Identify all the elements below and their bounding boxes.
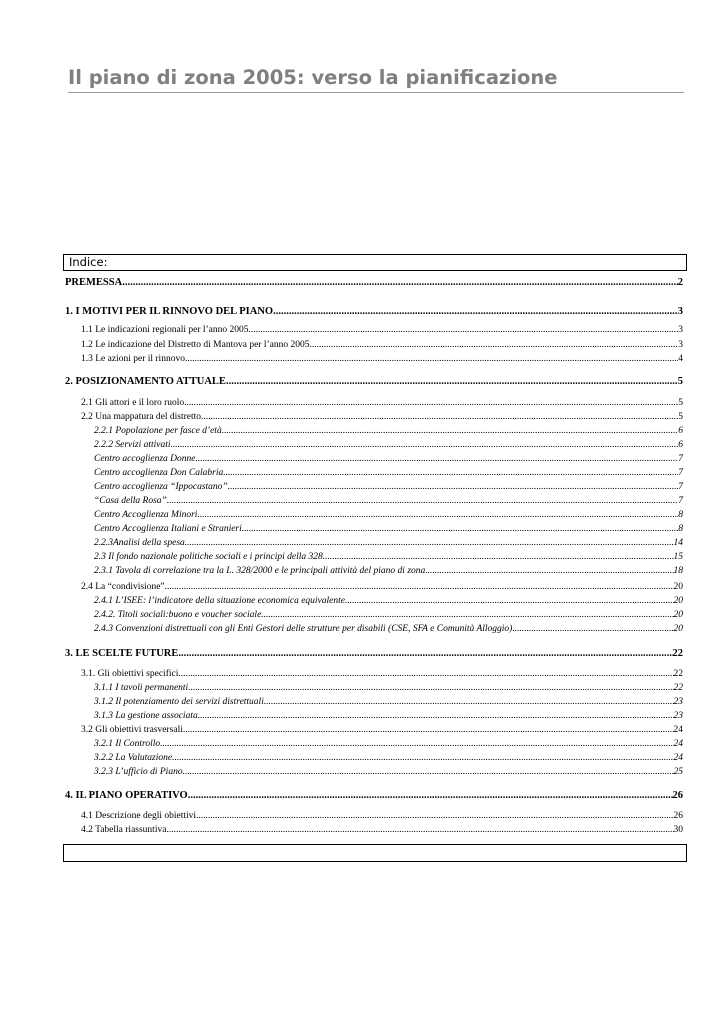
toc-entry-label: Centro accoglienza Don Calabria [94,468,224,478]
toc-entry-label: 3.1.2 Il potenziamento dei servizi distrettuali [94,697,264,707]
toc-leader-dots [178,669,673,679]
toc-entry-page: 7 [678,482,683,492]
toc-leader-dots [201,412,678,422]
toc-leader-dots [166,825,673,835]
toc-leader-dots [183,725,674,735]
toc-entry[interactable] [94,524,683,534]
toc-entry[interactable] [94,440,683,450]
toc-entry-page: 5 [678,398,683,408]
toc-entry[interactable] [94,767,683,777]
toc-entry-label: 2.2.3Analisi della spesa [94,538,185,548]
toc-leader-dots [165,582,674,592]
toc-entry-label: 3.2.1 Il Controllo [94,739,161,749]
toc-entry[interactable] [81,811,683,821]
toc-entry[interactable] [81,825,683,835]
toc-leader-dots [309,340,678,350]
toc-leader-dots [228,482,679,492]
toc-entry[interactable] [94,538,683,548]
toc-entry-page: 5 [677,376,683,387]
toc-entry-label: 3.1.1 I tavoli permanenti [94,683,189,693]
toc-entry-label: 2.1 Gli attori e il loro ruolo [81,398,185,408]
toc-entry-page: 3 [678,325,683,335]
toc-entry-page: 5 [678,412,683,422]
toc-entry-label: “Casa della Rosa” [94,496,167,506]
toc-leader-dots [242,524,678,534]
toc-entry-label: 3.2.2 La Valutazione [94,753,173,763]
toc-entry[interactable] [94,566,683,576]
toc-leader-dots [273,306,678,317]
toc-entry[interactable] [94,624,683,634]
toc-entry-page: 2 [677,277,683,288]
toc-footer-box [63,844,687,862]
toc-leader-dots [185,538,674,548]
toc-entry-page: 4 [678,354,683,364]
toc-leader-dots [261,610,673,620]
toc-entry-page: 7 [678,496,683,506]
toc-entry[interactable] [81,398,683,408]
toc-leader-dots [171,440,679,450]
toc-leader-dots [172,753,673,763]
toc-entry-label: 3. LE SCELTE FUTURE [65,648,179,659]
toc-entry-page: 22 [672,648,683,659]
toc-entry-label: 2.3 Il fondo nazionale politiche sociali e i principi della 328 [94,552,323,562]
toc-entry-page: 23 [673,711,683,721]
document-title: Il piano di zona 2005: verso la pianificazione [68,64,684,93]
toc-entry-page: 20 [673,596,683,606]
toc-leader-dots [425,566,673,576]
toc-leader-dots [323,552,674,562]
toc-leader-dots [222,426,679,436]
toc-leader-dots [198,711,674,721]
toc-entry-label: Centro accoglienza Donne [94,454,196,464]
toc-entry-page: 24 [673,725,683,735]
toc-entry-page: 14 [673,538,683,548]
toc-entry-page: 3 [678,340,683,350]
toc-entry-page: 6 [678,426,683,436]
toc-entry-label: 1.1 Le indicazioni regionali per l’anno 2005 [81,325,249,335]
toc-entry-label: 3.2.3 L’ufficio di Piano [94,767,183,777]
toc-entry[interactable] [81,582,683,592]
toc-entry-page: 8 [678,510,683,520]
toc-entry[interactable] [81,340,683,350]
toc-entry-page: 24 [673,753,683,763]
toc-entry-page: 20 [673,610,683,620]
toc-entry[interactable] [94,739,683,749]
toc-entry-label: 1. I MOTIVI PER IL RINNOVO DEL PIANO [65,306,274,317]
toc-entry-page: 20 [673,582,683,592]
toc-entry-label: 1.3 Le azioni per il rinnovo [81,354,185,364]
toc-leader-dots [196,454,679,464]
toc-entry-label: Centro Accoglienza Minori [94,510,198,520]
toc-entry-label: 3.1.3 La gestione associata [94,711,198,721]
toc-entry[interactable] [94,496,683,506]
toc-entry[interactable] [94,753,683,763]
toc-entry-page: 20 [673,624,683,634]
toc-entry-page: 24 [673,739,683,749]
toc-entry[interactable] [81,725,683,735]
toc-entry-page: 18 [673,566,683,576]
toc-entry-label: 2.2.2 Servizi attivati [94,440,171,450]
toc-leader-dots [226,376,678,387]
table-of-contents [63,254,687,862]
toc-entry-page: 23 [673,697,683,707]
toc-leader-dots [197,510,678,520]
toc-entry[interactable] [65,277,683,288]
toc-entry-label: 3.1. Gli obiettivi specifici [81,669,179,679]
toc-entry[interactable] [94,697,683,707]
toc-leader-dots [183,767,674,777]
toc-entry[interactable] [94,454,683,464]
toc-entry[interactable] [65,306,683,317]
toc-entry-page: 30 [673,825,683,835]
toc-entry-page: 7 [678,468,683,478]
toc-leader-dots [122,277,678,288]
toc-leader-dots [196,811,673,821]
toc-leader-dots [167,496,678,506]
toc-entry-page: 15 [673,552,683,562]
toc-leader-dots [184,398,678,408]
toc-entry-page: 7 [678,454,683,464]
toc-entry-label: Centro Accoglienza Italiani e Stranieri [94,524,242,534]
toc-entry-page: 22 [673,669,683,679]
toc-entry-page: 8 [678,524,683,534]
toc-entry[interactable] [94,711,683,721]
toc-entry-label: 2.4.3 Convenzioni distrettuali con gli Enti Gestori delle strutture per disabili (CSE, SFA e Comunità Alloggio) [94,624,513,634]
toc-header: Indice: [63,254,687,271]
toc-entry-page: 26 [673,811,683,821]
toc-entry-page: 22 [673,683,683,693]
toc-entry-page: 3 [677,306,683,317]
toc-entry-label: 2.2 Una mappatura del distretto [81,412,202,422]
toc-leader-dots [188,790,673,801]
toc-leader-dots [223,468,678,478]
toc-entry-label: 2. POSIZIONAMENTO ATTUALE [65,376,226,387]
toc-entry[interactable] [94,468,683,478]
toc-leader-dots [188,683,673,693]
toc-entry-page: 6 [678,440,683,450]
toc-entry[interactable] [94,552,683,562]
toc-entry[interactable] [94,426,683,436]
toc-entry[interactable] [81,669,683,679]
toc-entry-label: 2.4.2. Titoli sociali:buono e voucher sociale [94,610,262,620]
toc-leader-dots [345,596,674,606]
toc-entry[interactable] [81,412,683,422]
toc-entry[interactable] [94,510,683,520]
toc-entry-label: 2.4 La “condivisione” [81,582,165,592]
toc-entry-label: 2.3.1 Tavola di correlazione tra la L. 328/2000 e le principali attività del piano di zona [94,566,426,576]
toc-leader-dots [160,739,673,749]
toc-leader-dots [185,354,678,364]
toc-entry-page: 26 [672,790,683,801]
toc-entry-label: 4. IL PIANO OPERATIVO [65,790,188,801]
toc-entry-label: 4.2 Tabella riassuntiva [81,825,167,835]
toc-leader-dots [264,697,674,707]
toc-entry[interactable] [65,790,683,801]
toc-entry[interactable] [65,376,683,387]
toc-entry-label: 3.2 Gli obiettivi trasversali [81,725,183,735]
toc-entry[interactable] [94,596,683,606]
toc-entry-label: 4.1 Descrizione degli obiettivi [81,811,197,821]
toc-entry[interactable] [94,683,683,693]
toc-entry[interactable] [81,354,683,364]
toc-leader-dots [512,624,673,634]
toc-entry-label: PREMESSA [65,277,123,288]
toc-entry[interactable] [94,610,683,620]
toc-entry[interactable] [94,482,683,492]
toc-entry-page: 25 [673,767,683,777]
toc-entry-label: 2.2.1 Popolazione per fasce d’età [94,426,222,436]
toc-entry-label: 2.4.1 L’ISEE: l’indicatore della situazione economica equivalente [94,596,345,606]
toc-entry[interactable] [65,648,683,659]
toc-entry-label: 1.2 Le indicazione del Distretto di Mantova per l’anno 2005 [81,340,310,350]
toc-entry[interactable] [81,325,683,335]
toc-entry-label: Centro accoglienza “Ippocastano” [94,482,228,492]
toc-leader-dots [178,648,672,659]
toc-leader-dots [249,325,679,335]
